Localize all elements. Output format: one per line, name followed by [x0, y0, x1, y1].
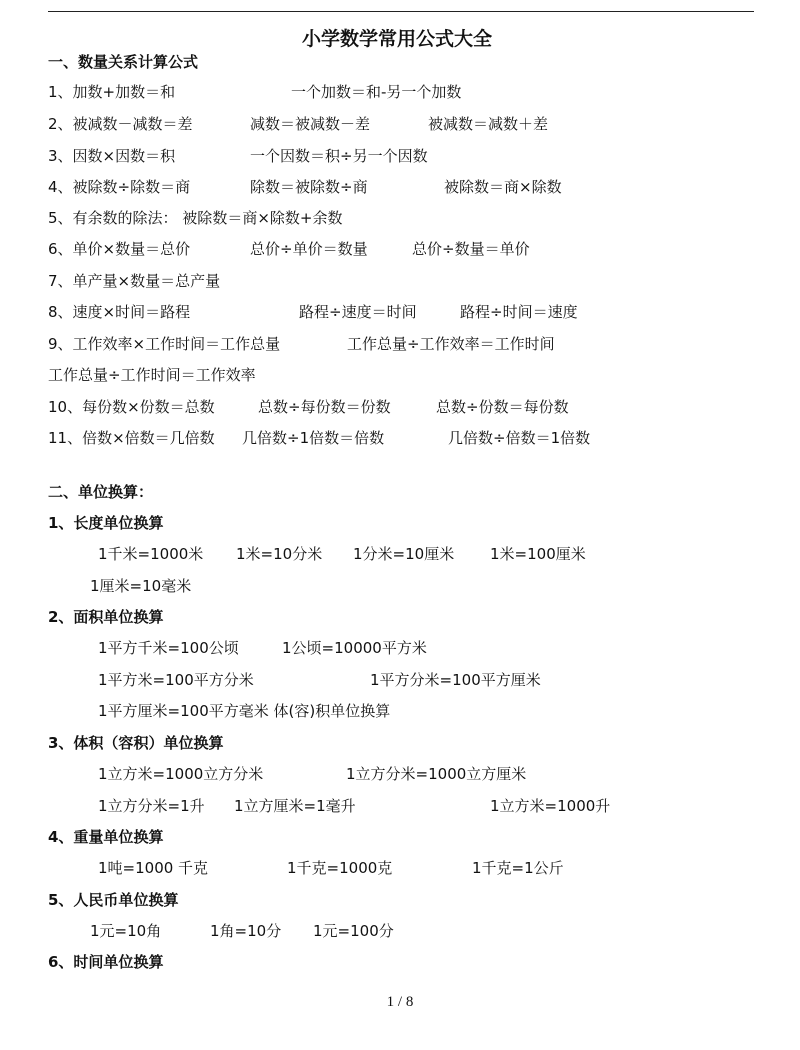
page-title: 小学数学常用公式大全 [302, 28, 493, 50]
formula-9b: 工作总量÷工作效率＝工作时间 [347, 335, 555, 353]
weight-3: 1千克=1公斤 [472, 859, 564, 877]
length-5: 1厘米=10毫米 [90, 577, 192, 595]
time-heading: 6、时间单位换算 [48, 953, 164, 971]
formula-4c: 被除数＝商×除数 [444, 178, 562, 196]
formula-8a: 8、速度×时间＝路程 [48, 303, 191, 321]
formula-4a: 4、被除数÷除数＝商 [48, 178, 191, 196]
formula-9a: 9、工作效率×工作时间＝工作总量 [48, 335, 281, 353]
area-4: 1平方分米=100平方厘米 [370, 671, 541, 689]
area-heading: 2、面积单位换算 [48, 608, 164, 626]
money-heading: 5、人民币单位换算 [48, 891, 179, 909]
formula-3a: 3、因数×因数＝积 [48, 147, 176, 165]
formula-4b: 除数＝被除数÷商 [250, 178, 368, 196]
volume-heading: 3、体积（容积）单位换算 [48, 734, 224, 752]
formula-6c: 总价÷数量＝单价 [412, 240, 530, 258]
volume-4: 1立方厘米=1毫升 [234, 797, 356, 815]
formula-10c: 总数÷份数＝每份数 [436, 398, 569, 416]
formula-1a: 1、加数+加数＝和 [48, 83, 176, 101]
volume-3: 1立方分米=1升 [98, 797, 205, 815]
money-2: 1角=10分 [210, 922, 282, 940]
formula-5: 5、有余数的除法： 被除数＝商×除数+余数 [48, 209, 343, 227]
volume-1: 1立方米=1000立方分米 [98, 765, 264, 783]
formula-7: 7、单产量×数量＝总产量 [48, 272, 221, 290]
length-heading: 1、长度单位换算 [48, 514, 164, 532]
volume-2: 1立方分米=1000立方厘米 [346, 765, 527, 783]
formula-6b: 总价÷单价＝数量 [250, 240, 368, 258]
money-1: 1元=10角 [90, 922, 162, 940]
formula-8c: 路程÷时间＝速度 [460, 303, 578, 321]
formula-6a: 6、单价×数量＝总价 [48, 240, 191, 258]
page-number: 1 / 8 [386, 994, 414, 1010]
money-3: 1元=100分 [313, 922, 394, 940]
formula-11b: 几倍数÷1倍数＝倍数 [242, 429, 385, 447]
length-4: 1米=100厘米 [490, 545, 586, 563]
formula-2b: 减数＝被减数－差 [250, 115, 371, 133]
formula-1b: 一个加数＝和-另一个加数 [291, 83, 462, 101]
formula-2c: 被减数＝减数＋差 [428, 115, 549, 133]
formula-10a: 10、每份数×份数＝总数 [48, 398, 215, 416]
formula-8b: 路程÷速度＝时间 [299, 303, 417, 321]
formula-9c: 工作总量÷工作时间＝工作效率 [48, 366, 256, 384]
section-1-heading: 一、数量关系计算公式 [48, 53, 199, 71]
weight-1: 1吨=1000 千克 [98, 859, 209, 877]
area-3: 1平方米=100平方分米 [98, 671, 254, 689]
header-rule [48, 11, 754, 12]
weight-heading: 4、重量单位换算 [48, 828, 164, 846]
area-2: 1公顷=10000平方米 [282, 639, 427, 657]
formula-2a: 2、被减数－减数＝差 [48, 115, 193, 133]
formula-10b: 总数÷每份数＝份数 [258, 398, 391, 416]
area-1: 1平方千米=100公顷 [98, 639, 239, 657]
area-5: 1平方厘米=100平方毫米 体(容)积单位换算 [98, 702, 391, 720]
section-2-heading: 二、单位换算： [48, 483, 154, 501]
weight-2: 1千克=1000克 [287, 859, 393, 877]
length-3: 1分米=10厘米 [353, 545, 455, 563]
formula-3b: 一个因数＝积÷另一个因数 [250, 147, 428, 165]
volume-5: 1立方米=1000升 [490, 797, 611, 815]
length-1: 1千米=1000米 [98, 545, 204, 563]
formula-11c: 几倍数÷倍数＝1倍数 [448, 429, 591, 447]
length-2: 1米=10分米 [236, 545, 323, 563]
formula-11a: 11、倍数×倍数＝几倍数 [48, 429, 215, 447]
